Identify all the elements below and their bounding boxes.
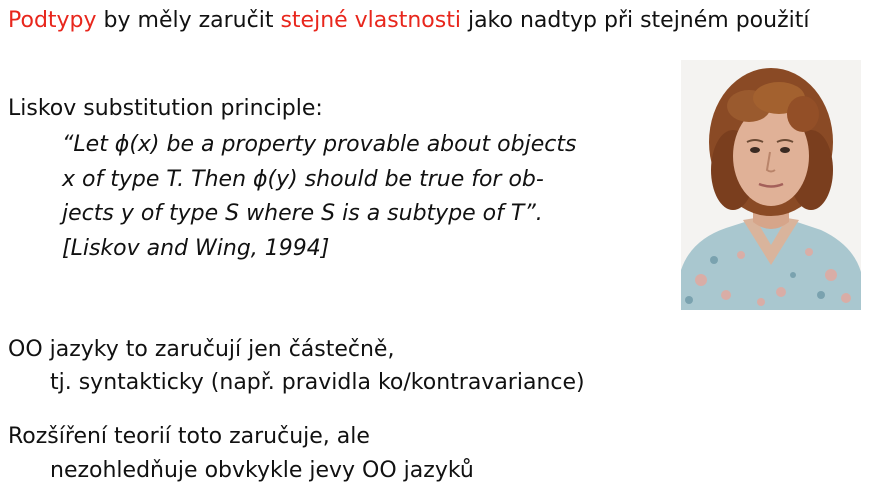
quote-line: jects y of type S where S is a subtype of T”. bbox=[62, 201, 543, 226]
theory-detail: nezohledňuje obvkykle jevy OO jazyků bbox=[50, 458, 474, 483]
portrait-photo bbox=[681, 60, 861, 310]
quote-line: x of type T. Then ϕ(y) should be true for ob- bbox=[62, 166, 544, 192]
theory-line: Rozšíření teorií toto zaručuje, ale bbox=[8, 424, 370, 449]
quote-citation: [Liskov and Wing, 1994] bbox=[62, 235, 330, 261]
oo-languages-line: OO jazyky to zaručují jen částečně, bbox=[8, 337, 395, 362]
oo-languages-detail: tj. syntakticky (např. pravidla ko/kontravariance) bbox=[50, 370, 585, 395]
title-highlight-subtypes: Podtypy bbox=[8, 8, 97, 33]
slide-title bbox=[8, 6, 809, 36]
quote-line: “Let ϕ(x) be a property provable about objects bbox=[62, 132, 577, 157]
title-text-part: by měly zaručit bbox=[96, 8, 281, 33]
title-highlight-properties: stejné vlastnosti bbox=[280, 8, 461, 33]
title-text-part: jako nadtyp při stejném použití bbox=[460, 8, 810, 33]
lsp-heading: Liskov substitution principle: bbox=[8, 96, 323, 121]
lsp-quote bbox=[62, 128, 622, 266]
